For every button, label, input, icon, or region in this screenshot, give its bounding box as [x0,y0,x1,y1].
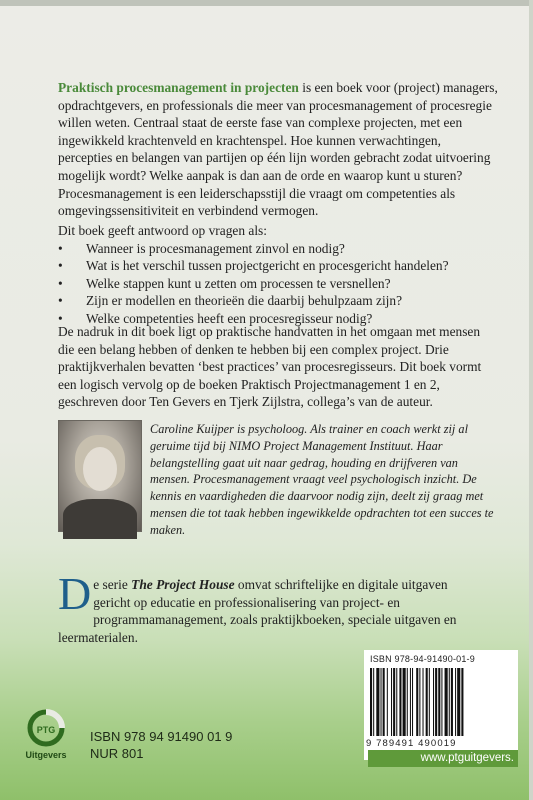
publisher-logo-icon [24,706,68,750]
barcode-bar [457,668,460,736]
bullet: • [58,293,63,309]
barcode-bar [435,668,437,736]
barcode-bar [429,668,430,736]
barcode-bar [393,668,395,736]
barcode-isbn-label: ISBN 978-94-91490-01-9 [370,654,475,664]
barcode-bar [399,668,401,736]
list-item: • Zijn er modellen en theorieën die daarbij behulpzaam zijn? [58,293,403,309]
barcode-bar [445,668,448,736]
barcode-bar [426,668,428,736]
barcode-bar [383,668,385,736]
barcode-bar [449,668,450,736]
bullet: • [58,240,63,256]
barcode-bar [441,668,442,736]
barcode-bar [461,668,463,736]
questions-heading: Dit boek geeft antwoord op vragen als: [58,223,267,238]
bullet: • [58,275,63,291]
questions-list [58,240,498,328]
focus-paragraph: De nadruk in dit boek ligt op praktische handvatten in het omgaan met mensen die een belang hebben of denken te hebben bij een complex project. Drie praktijkverhalen bevatten ‘best practices’ van procesregisseurs. Dit boek vormt een logisch vervolg op de boeken Praktisch Projectmanagement 1 en 2, geschreven door Ten Gevers en Tjerk Zijlstra, collega’s van de auteur. [58,324,482,410]
barcode-bar [419,668,420,736]
questions-section [58,222,498,328]
list-item: • Wanneer is procesmanagement zinvol en nodig? [58,240,345,256]
barcode-bars [370,668,510,736]
barcode-bar [391,668,392,736]
barcode-bar [410,668,411,736]
barcode-bar [396,668,397,736]
author-bio: Caroline Kuijper is psycholoog. Als trainer en coach werkt zij al geruime tijd bij NIMO Project Management Instituut. Haar belangstelling gaat uit naar gedrag, houding en drijfveren van mensen. Procesmanagement vraagt veel psychologisch inzicht. De kennis en vaardigheden die daarvoor nodig zijn, deelt zij graag met mensen die tot taak hebben ingewikkelde opdrachten tot een succes te maken. [150,422,494,537]
series-paragraph: De serie The Project House omvat schriftelijke en digitale uitgaven gericht op educatie en professionalisering van project- en programmamanagement, zoals praktijkboeken, speciale uitgaven en leermaterialen. [58,568,457,645]
barcode-bar [451,668,453,736]
barcode-bar [403,668,406,736]
barcode-bar [407,668,408,736]
series-name: The Project House [131,577,235,592]
list-item: • Wat is het verschil tussen projectgericht en procesgericht handelen? [58,258,449,274]
author-photo [58,420,142,532]
publisher-name: Uitgevers [25,750,67,760]
barcode-bar [438,668,440,736]
barcode-bar [416,668,418,736]
barcode-bar [373,668,374,736]
drop-cap: D [58,568,92,619]
barcode-bar [433,668,434,736]
barcode-digits: 9 789491 490019 [366,738,457,749]
logo-mark: PTG [36,725,56,735]
list-item: • Welke stappen kunt u zetten om processen te versnellen? [58,275,391,291]
bullet: • [58,310,63,326]
intro-body: is een boek voor (project) managers, opdrachtgevers, en professionals die meer van procesmanagement of procesregie willen weten. Centraal staat de eerste fase van complexe projecten, met een ingewikkeld krachtenveld en krachtenspel. Hoe kunnen verwachtingen, percepties en belangen van partijen op één lijn worden gebracht zodat uitvoering mogelijk wordt? Welke aanpak is dan aan de orde en waarop kunt u sturen? Procesmanagement is een leiderschapsstijl die vraagt om competenties als omgevingssensitiviteit en verbindend vermogen. [58,80,498,219]
barcode-bar [387,668,388,736]
barcode-bar [381,668,382,736]
right-edge [529,0,533,800]
intro-paragraph [58,79,498,220]
book-title-lead: Praktisch procesmanagement in projecten [58,80,299,95]
barcode [364,650,518,760]
isbn-text: ISBN 978 94 91490 01 9 [90,729,233,744]
nur-code: NUR 801 [90,746,144,761]
website-bar: www.ptguitgevers. [368,750,518,767]
barcode-bar [370,668,372,736]
list-item: • Welke competenties heeft een procesregisseur nodig? [58,310,373,326]
barcode-bar [412,668,413,736]
top-edge [0,0,533,6]
barcode-bar [423,668,424,736]
barcode-bar [455,668,456,736]
barcode-bar [376,668,379,736]
bullet: • [58,258,63,274]
